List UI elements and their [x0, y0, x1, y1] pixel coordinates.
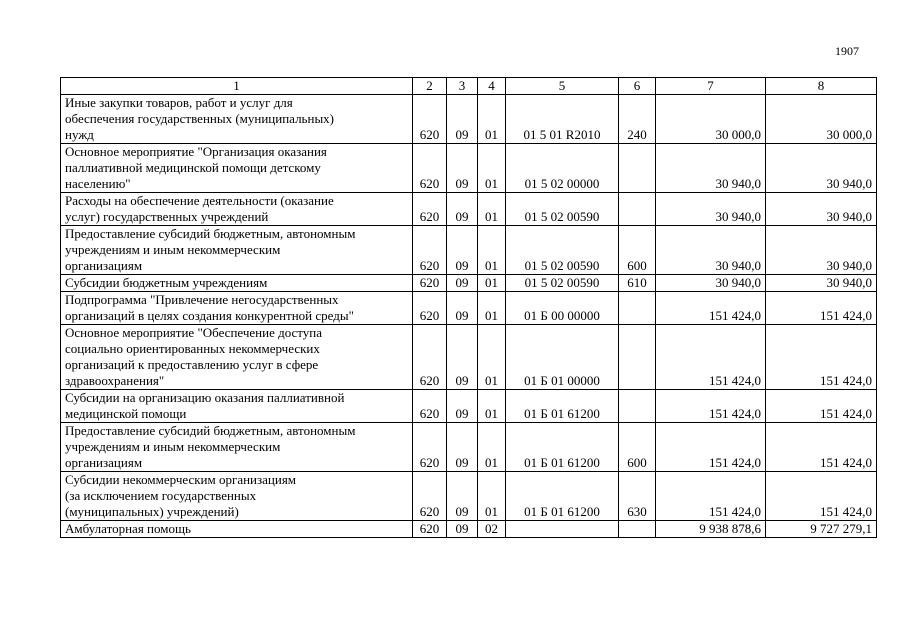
cell-expense-type: 630 — [619, 472, 656, 521]
cell-amount-year1: 9 938 878,6 — [656, 521, 766, 538]
cell-target-article: 01 5 02 00590 — [506, 193, 619, 226]
table-row — [61, 423, 877, 472]
cell-expense-type: 600 — [619, 423, 656, 472]
cell-ministry-code: 620 — [413, 292, 447, 325]
cell-target-article: 01 5 01 R2010 — [506, 95, 619, 144]
cell-expense-type — [619, 292, 656, 325]
cell-section: 09 — [447, 95, 478, 144]
cell-ministry-code: 620 — [413, 325, 447, 390]
cell-subsection: 01 — [478, 193, 506, 226]
cell-target-article: 01 Б 01 61200 — [506, 390, 619, 423]
table-row — [61, 275, 877, 292]
cell-expense-type: 610 — [619, 275, 656, 292]
header-cell: 1 — [61, 78, 413, 95]
cell-expense-type: 240 — [619, 95, 656, 144]
cell-target-article: 01 5 02 00590 — [506, 275, 619, 292]
row-description: Субсидии бюджетным учреждениям — [61, 275, 413, 292]
table-row — [61, 325, 877, 390]
cell-subsection: 02 — [478, 521, 506, 538]
cell-amount-year1: 30 940,0 — [656, 275, 766, 292]
cell-section: 09 — [447, 144, 478, 193]
cell-subsection: 01 — [478, 144, 506, 193]
cell-section: 09 — [447, 292, 478, 325]
cell-amount-year1: 151 424,0 — [656, 292, 766, 325]
cell-expense-type — [619, 193, 656, 226]
header-cell: 2 — [413, 78, 447, 95]
header-cell: 5 — [506, 78, 619, 95]
cell-amount-year2: 151 424,0 — [766, 390, 877, 423]
cell-ministry-code: 620 — [413, 193, 447, 226]
cell-target-article: 01 Б 01 61200 — [506, 472, 619, 521]
cell-amount-year2: 30 000,0 — [766, 95, 877, 144]
cell-amount-year1: 30 000,0 — [656, 95, 766, 144]
cell-subsection: 01 — [478, 390, 506, 423]
budget-table — [60, 77, 877, 538]
cell-amount-year2: 30 940,0 — [766, 144, 877, 193]
cell-section: 09 — [447, 423, 478, 472]
cell-target-article — [506, 521, 619, 538]
table-row — [61, 521, 877, 538]
cell-amount-year2: 151 424,0 — [766, 423, 877, 472]
cell-amount-year1: 151 424,0 — [656, 472, 766, 521]
cell-subsection: 01 — [478, 423, 506, 472]
cell-expense-type: 600 — [619, 226, 656, 275]
page-number: 1907 — [835, 44, 859, 58]
cell-section: 09 — [447, 275, 478, 292]
cell-amount-year1: 30 940,0 — [656, 226, 766, 275]
row-description: Расходы на обеспечение деятельности (оказание услуг) государственных учреждений — [61, 193, 413, 226]
cell-ministry-code: 620 — [413, 423, 447, 472]
cell-expense-type — [619, 144, 656, 193]
header-cell: 4 — [478, 78, 506, 95]
header-cell: 8 — [766, 78, 877, 95]
row-description: Иные закупки товаров, работ и услуг для обеспечения государственных (муниципальных) нужд — [61, 95, 413, 144]
cell-ministry-code: 620 — [413, 521, 447, 538]
cell-section: 09 — [447, 390, 478, 423]
cell-section: 09 — [447, 193, 478, 226]
cell-subsection: 01 — [478, 292, 506, 325]
cell-expense-type — [619, 325, 656, 390]
cell-subsection: 01 — [478, 226, 506, 275]
row-description: Амбулаторная помощь — [61, 521, 413, 538]
table-header-row — [61, 78, 877, 95]
cell-amount-year2: 30 940,0 — [766, 275, 877, 292]
cell-section: 09 — [447, 521, 478, 538]
cell-ministry-code: 620 — [413, 275, 447, 292]
cell-target-article: 01 5 02 00590 — [506, 226, 619, 275]
cell-amount-year1: 30 940,0 — [656, 193, 766, 226]
cell-amount-year2: 9 727 279,1 — [766, 521, 877, 538]
table-row — [61, 226, 877, 275]
cell-ministry-code: 620 — [413, 472, 447, 521]
cell-amount-year2: 151 424,0 — [766, 292, 877, 325]
cell-expense-type — [619, 521, 656, 538]
cell-ministry-code: 620 — [413, 95, 447, 144]
cell-amount-year2: 151 424,0 — [766, 472, 877, 521]
cell-target-article: 01 Б 00 00000 — [506, 292, 619, 325]
cell-target-article: 01 5 02 00000 — [506, 144, 619, 193]
cell-target-article: 01 Б 01 00000 — [506, 325, 619, 390]
table-row — [61, 292, 877, 325]
table-row — [61, 144, 877, 193]
cell-amount-year1: 30 940,0 — [656, 144, 766, 193]
row-description: Предоставление субсидий бюджетным, автономным учреждениям и иным некоммерческим организациям — [61, 423, 413, 472]
row-description: Основное мероприятие "Обеспечение доступа социально ориентированных некоммерческих организаций к предоставлению услуг в сфере здравоохранения" — [61, 325, 413, 390]
cell-subsection: 01 — [478, 95, 506, 144]
cell-subsection: 01 — [478, 472, 506, 521]
header-cell: 3 — [447, 78, 478, 95]
cell-section: 09 — [447, 472, 478, 521]
cell-amount-year2: 30 940,0 — [766, 226, 877, 275]
cell-target-article: 01 Б 01 61200 — [506, 423, 619, 472]
table-row — [61, 95, 877, 144]
cell-amount-year1: 151 424,0 — [656, 390, 766, 423]
cell-section: 09 — [447, 226, 478, 275]
cell-amount-year2: 30 940,0 — [766, 193, 877, 226]
table-row — [61, 472, 877, 521]
row-description: Подпрограмма "Привлечение негосударственных организаций в целях создания конкурентной среды" — [61, 292, 413, 325]
cell-expense-type — [619, 390, 656, 423]
header-cell: 7 — [656, 78, 766, 95]
cell-amount-year1: 151 424,0 — [656, 325, 766, 390]
row-description: Субсидии некоммерческим организациям (за исключением государственных (муниципальных) учреждений) — [61, 472, 413, 521]
header-cell: 6 — [619, 78, 656, 95]
table-row — [61, 390, 877, 423]
cell-ministry-code: 620 — [413, 144, 447, 193]
cell-amount-year1: 151 424,0 — [656, 423, 766, 472]
cell-ministry-code: 620 — [413, 226, 447, 275]
cell-section: 09 — [447, 325, 478, 390]
table-row — [61, 193, 877, 226]
row-description: Предоставление субсидий бюджетным, автономным учреждениям и иным некоммерческим организациям — [61, 226, 413, 275]
cell-subsection: 01 — [478, 325, 506, 390]
row-description: Основное мероприятие "Организация оказания паллиативной медицинской помощи детскому населению" — [61, 144, 413, 193]
row-description: Субсидии на организацию оказания паллиативной медицинской помощи — [61, 390, 413, 423]
cell-ministry-code: 620 — [413, 390, 447, 423]
cell-subsection: 01 — [478, 275, 506, 292]
cell-amount-year2: 151 424,0 — [766, 325, 877, 390]
